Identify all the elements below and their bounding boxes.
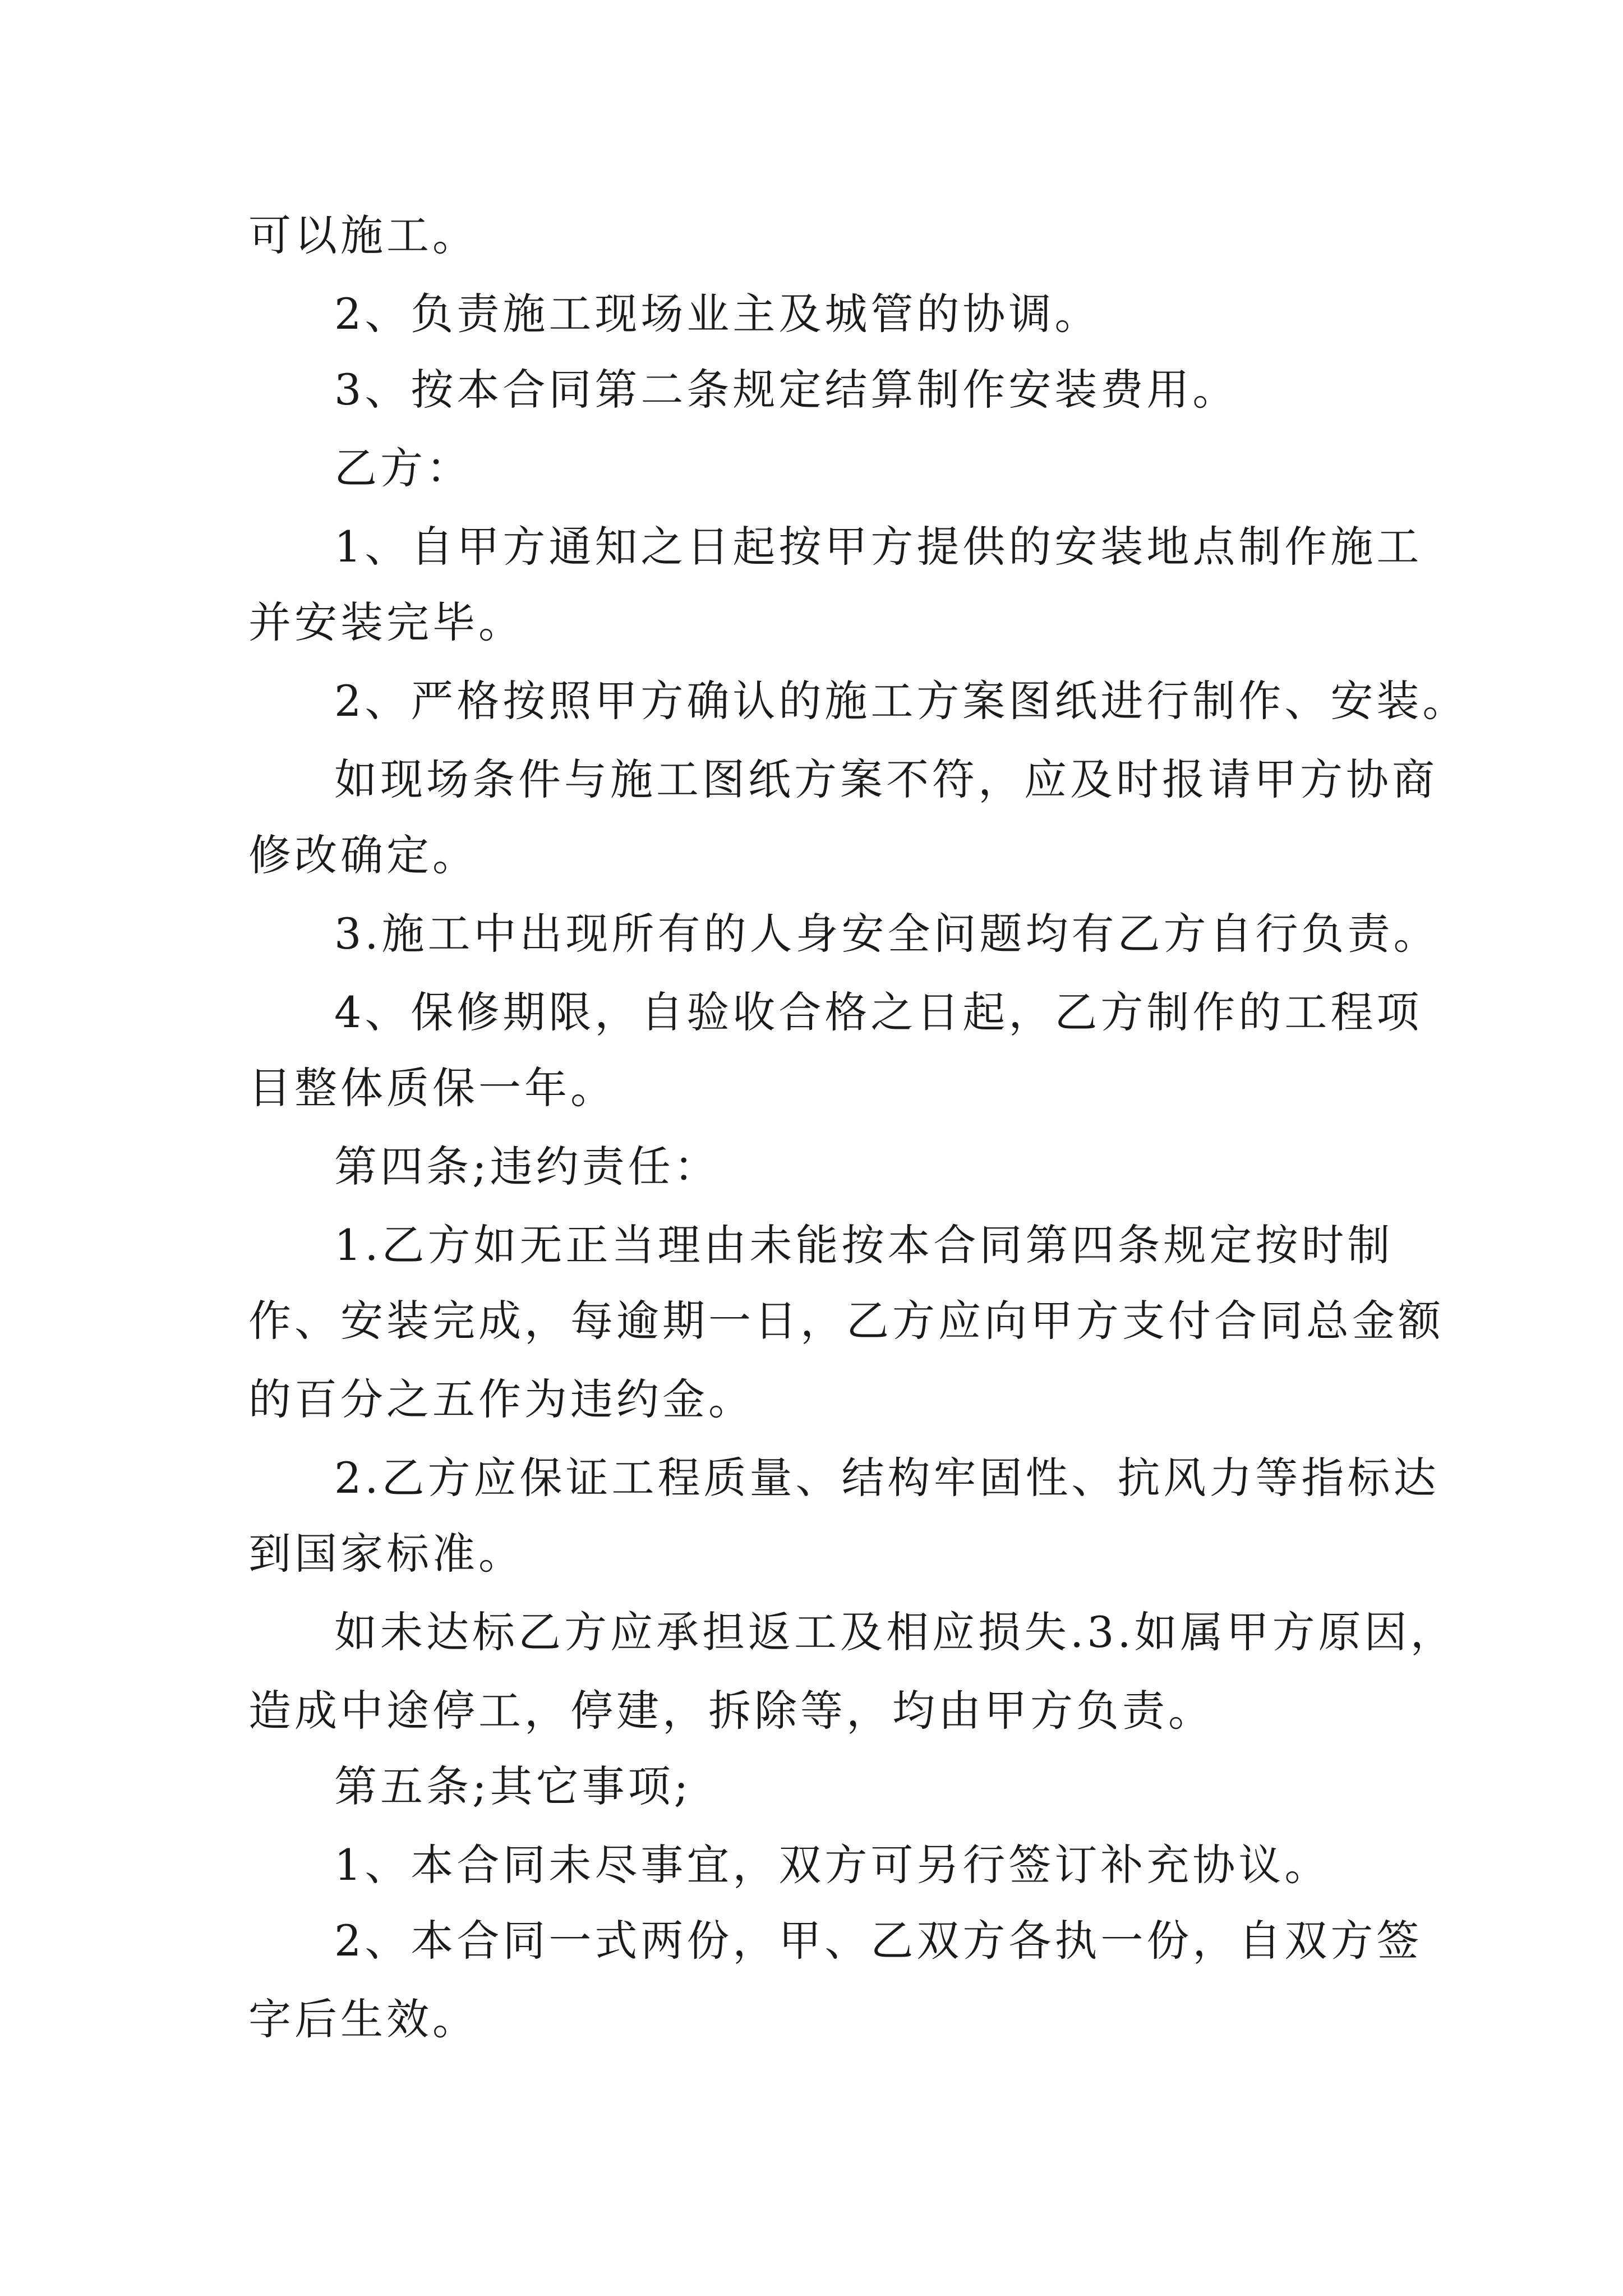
text-line: 修改确定。 xyxy=(248,830,478,880)
text-line: 到国家标准。 xyxy=(248,1529,524,1579)
section-heading: 第四条;违约责任： xyxy=(334,1142,720,1191)
section-heading: 第五条;其它事项; xyxy=(334,1761,692,1811)
text-line: 3.施工中出现所有的人身安全问题均有乙方自行负责。 xyxy=(334,909,1440,959)
text-line: 4、保修期限，自验收合格之日起，乙方制作的工程项 xyxy=(334,987,1423,1037)
section-heading: 乙方： xyxy=(334,443,472,493)
text-line: 2、本合同一式两份，甲、乙双方各执一份，自双方签 xyxy=(334,1916,1423,1966)
text-line: 可以施工。 xyxy=(248,210,478,260)
text-line: 如未达标乙方应承担返工及相应损失.3.如属甲方原因， xyxy=(334,1607,1456,1657)
text-line: 2、负责施工现场业主及城管的协调。 xyxy=(334,289,1101,339)
text-line: 字后生效。 xyxy=(248,1994,478,2044)
text-line: 并安装完毕。 xyxy=(248,597,524,647)
text-line: 1、自甲方通知之日起按甲方提供的安装地点制作施工 xyxy=(334,522,1423,572)
text-line: 作、安装完成，每逾期一日，乙方应向甲方支付合同总金额 xyxy=(248,1296,1444,1346)
text-line: 3、按本合同第二条规定结算制作安装费用。 xyxy=(334,365,1239,415)
text-line: 的百分之五作为违约金。 xyxy=(248,1374,754,1424)
text-line: 造成中途停工，停建，拆除等，均由甲方负责。 xyxy=(248,1686,1214,1736)
text-line: 目整体质保一年。 xyxy=(248,1063,616,1113)
text-line: 如现场条件与施工图纸方案不符，应及时报请甲方协商 xyxy=(334,754,1438,804)
text-line: 2、严格按照甲方确认的施工方案图纸进行制作、安装。 xyxy=(334,676,1469,726)
text-line: 1、本合同未尽事宜，双方可另行签订补充协议。 xyxy=(334,1840,1331,1890)
text-line: 2.乙方应保证工程质量、结构牢固性、抗风力等指标达 xyxy=(334,1453,1440,1503)
text-line: 1.乙方如无正当理由未能按本合同第四条规定按时制 xyxy=(334,1220,1394,1270)
